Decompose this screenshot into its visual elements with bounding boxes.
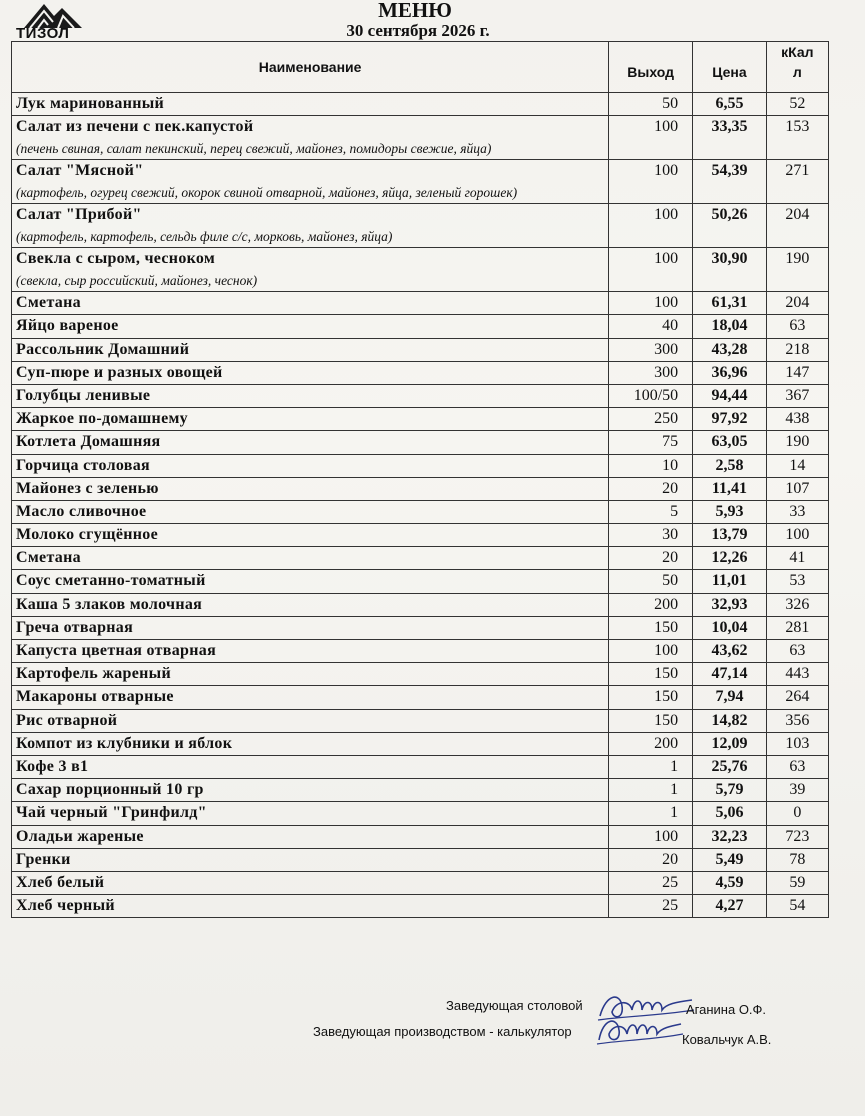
dish-name: Рис отварной <box>16 711 118 729</box>
price-cell: 32,93 <box>693 593 767 616</box>
kcal-cell: 443 <box>766 663 828 686</box>
kcal-cell: 367 <box>766 384 828 407</box>
table-row <box>12 93 829 116</box>
column-header-name: Наименование <box>12 42 609 93</box>
output-cell: 25 <box>609 895 693 918</box>
dish-cell <box>12 338 609 361</box>
table-row <box>12 524 829 547</box>
output-cell: 200 <box>609 732 693 755</box>
dish-cell <box>12 384 609 407</box>
dish-cell <box>12 802 609 825</box>
dish-name: Чай черный "Гринфилд" <box>16 804 207 822</box>
price-cell: 33,35 <box>693 116 767 160</box>
dish-cell <box>12 454 609 477</box>
signature-name: Ковальчук А.В. <box>682 1032 772 1047</box>
output-cell: 10 <box>609 454 693 477</box>
kcal-cell: 190 <box>766 431 828 454</box>
table-row <box>12 871 829 894</box>
logo-text: ТИЗОЛ <box>16 25 70 42</box>
price-cell: 47,14 <box>693 663 767 686</box>
dish-ingredients: (свекла, сыр российский, майонез, чеснок) <box>16 273 258 289</box>
price-cell: 12,09 <box>693 732 767 755</box>
output-cell: 200 <box>609 593 693 616</box>
table-row <box>12 755 829 778</box>
signature-line-production-head <box>313 1024 772 1047</box>
dish-name: Молоко сгущённое <box>16 526 158 544</box>
dish-cell <box>12 593 609 616</box>
signature-name: Аганина О.Ф. <box>686 1002 767 1017</box>
dish-name: Салат "Прибой" <box>16 206 142 224</box>
kcal-cell: 63 <box>766 315 828 338</box>
dish-name: Свекла с сыром, чесноком <box>16 250 216 268</box>
kcal-cell: 326 <box>766 593 828 616</box>
output-cell: 75 <box>609 431 693 454</box>
dish-name: Хлеб черный <box>16 897 115 915</box>
price-cell: 11,41 <box>693 477 767 500</box>
price-cell: 2,58 <box>693 454 767 477</box>
dish-cell <box>12 895 609 918</box>
kcal-cell: 100 <box>766 524 828 547</box>
price-cell: 4,59 <box>693 871 767 894</box>
price-cell: 13,79 <box>693 524 767 547</box>
signature-label: Заведующая столовой <box>446 998 583 1013</box>
dish-name: Рассольник Домашний <box>16 340 190 358</box>
dish-cell <box>12 547 609 570</box>
table-row <box>12 663 829 686</box>
output-cell: 100 <box>609 640 693 663</box>
kcal-cell: 63 <box>766 755 828 778</box>
dish-cell <box>12 732 609 755</box>
dish-cell <box>12 361 609 384</box>
price-cell: 97,92 <box>693 408 767 431</box>
dish-name: Кофе 3 в1 <box>16 757 89 775</box>
kcal-cell: 204 <box>766 292 828 315</box>
dish-name: Майонез с зеленью <box>16 479 159 497</box>
kcal-cell: 107 <box>766 477 828 500</box>
company-logo <box>16 2 90 42</box>
column-header-kcal <box>766 42 828 93</box>
dish-cell <box>12 315 609 338</box>
dish-name: Греча отварная <box>16 618 134 636</box>
kcal-cell: 14 <box>766 454 828 477</box>
kcal-cell: 204 <box>766 204 828 248</box>
dish-cell <box>12 93 609 116</box>
output-cell: 25 <box>609 871 693 894</box>
dish-name: Салат из печени с пек.капустой <box>16 118 254 136</box>
output-cell: 150 <box>609 686 693 709</box>
output-cell: 50 <box>609 93 693 116</box>
dish-ingredients: (картофель, огурец свежий, окорок свиной отварной, майонез, яйца, зеленый горошек) <box>16 185 518 201</box>
output-cell: 250 <box>609 408 693 431</box>
price-cell: 14,82 <box>693 709 767 732</box>
dish-cell <box>12 779 609 802</box>
price-cell: 4,27 <box>693 895 767 918</box>
table-row <box>12 204 829 248</box>
dish-name: Компот из клубники и яблок <box>16 734 233 752</box>
kcal-cell: 264 <box>766 686 828 709</box>
price-cell: 63,05 <box>693 431 767 454</box>
dish-ingredients: (картофель, картофель, сельдь филе с/с, морковь, майонез, яйца) <box>16 229 393 245</box>
price-cell: 43,28 <box>693 338 767 361</box>
kcal-cell: 356 <box>766 709 828 732</box>
table-row <box>12 779 829 802</box>
output-cell: 1 <box>609 779 693 802</box>
table-row <box>12 686 829 709</box>
column-header-kcal-text: кКал л <box>781 44 814 80</box>
kcal-cell: 438 <box>766 408 828 431</box>
dish-cell <box>12 431 609 454</box>
kcal-cell: 39 <box>766 779 828 802</box>
dish-cell <box>12 570 609 593</box>
dish-cell <box>12 640 609 663</box>
table-row <box>12 431 829 454</box>
output-cell: 100 <box>609 248 693 292</box>
dish-cell <box>12 848 609 871</box>
dish-name: Картофель жареный <box>16 665 171 683</box>
output-cell: 100/50 <box>609 384 693 407</box>
dish-name: Котлета Домашняя <box>16 433 161 451</box>
dish-name: Сметана <box>16 549 81 567</box>
dish-cell <box>12 116 609 160</box>
price-cell: 5,79 <box>693 779 767 802</box>
price-cell: 18,04 <box>693 315 767 338</box>
table-row <box>12 338 829 361</box>
kcal-cell: 723 <box>766 825 828 848</box>
price-cell: 94,44 <box>693 384 767 407</box>
output-cell: 20 <box>609 848 693 871</box>
table-row <box>12 732 829 755</box>
table-row <box>12 116 829 160</box>
kcal-cell: 52 <box>766 93 828 116</box>
price-cell: 5,06 <box>693 802 767 825</box>
table-header-row <box>12 42 829 93</box>
dish-name: Гренки <box>16 850 71 868</box>
table-row <box>12 248 829 292</box>
price-cell: 25,76 <box>693 755 767 778</box>
table-row <box>12 477 829 500</box>
table-row <box>12 292 829 315</box>
price-cell: 61,31 <box>693 292 767 315</box>
output-cell: 300 <box>609 361 693 384</box>
column-header-output: Выход <box>609 42 693 93</box>
price-cell: 10,04 <box>693 616 767 639</box>
table-row <box>12 709 829 732</box>
dish-cell <box>12 616 609 639</box>
table-row <box>12 848 829 871</box>
dish-name: Яйцо вареное <box>16 317 119 335</box>
price-cell: 11,01 <box>693 570 767 593</box>
output-cell: 100 <box>609 825 693 848</box>
output-cell: 50 <box>609 570 693 593</box>
kcal-cell: 53 <box>766 570 828 593</box>
dish-name: Соус сметанно-томатный <box>16 572 206 590</box>
dish-ingredients: (печень свиная, салат пекинский, перец свежий, майонез, помидоры свежие, яйца) <box>16 141 492 157</box>
dish-name: Оладьи жареные <box>16 827 144 845</box>
table-row <box>12 384 829 407</box>
dish-cell <box>12 686 609 709</box>
dish-cell <box>12 292 609 315</box>
handwritten-signature-icon <box>595 1012 685 1046</box>
output-cell: 20 <box>609 547 693 570</box>
document-title: МЕНЮ <box>378 0 452 22</box>
dish-cell <box>12 248 609 292</box>
dish-cell <box>12 755 609 778</box>
dish-cell <box>12 871 609 894</box>
table-row <box>12 454 829 477</box>
dish-cell <box>12 500 609 523</box>
signature-line-canteen-head <box>446 998 767 1017</box>
menu-table-body <box>12 93 829 918</box>
dish-name: Салат "Мясной" <box>16 162 144 180</box>
table-row <box>12 825 829 848</box>
dish-name: Лук маринованный <box>16 95 165 112</box>
dish-name: Каша 5 злаков молочная <box>16 595 203 613</box>
kcal-cell: 78 <box>766 848 828 871</box>
kcal-cell: 103 <box>766 732 828 755</box>
price-cell: 7,94 <box>693 686 767 709</box>
table-row <box>12 408 829 431</box>
dish-name: Голубцы ленивые <box>16 386 151 404</box>
table-row <box>12 895 829 918</box>
dish-cell <box>12 408 609 431</box>
dish-name: Масло сливочное <box>16 502 147 520</box>
table-row <box>12 547 829 570</box>
kcal-cell: 54 <box>766 895 828 918</box>
kcal-cell: 218 <box>766 338 828 361</box>
dish-name: Суп-пюре и разных овощей <box>16 363 223 381</box>
price-cell: 32,23 <box>693 825 767 848</box>
signature-label: Заведующая производством - калькулятор <box>313 1024 572 1039</box>
output-cell: 20 <box>609 477 693 500</box>
table-row <box>12 570 829 593</box>
dish-cell <box>12 160 609 204</box>
dish-cell <box>12 477 609 500</box>
table-row <box>12 802 829 825</box>
table-row <box>12 616 829 639</box>
price-cell: 43,62 <box>693 640 767 663</box>
price-cell: 5,49 <box>693 848 767 871</box>
output-cell: 30 <box>609 524 693 547</box>
dish-cell <box>12 663 609 686</box>
table-row <box>12 160 829 204</box>
dish-name: Капуста цветная отварная <box>16 642 217 659</box>
table-row <box>12 640 829 663</box>
output-cell: 150 <box>609 616 693 639</box>
dish-cell <box>12 204 609 248</box>
price-cell: 12,26 <box>693 547 767 570</box>
dish-cell <box>12 709 609 732</box>
output-cell: 100 <box>609 204 693 248</box>
kcal-cell: 63 <box>766 640 828 663</box>
dish-name: Хлеб белый <box>16 873 105 891</box>
menu-table <box>11 41 829 918</box>
output-cell: 1 <box>609 802 693 825</box>
output-cell: 100 <box>609 292 693 315</box>
column-header-price: Цена <box>693 42 767 93</box>
dish-cell <box>12 825 609 848</box>
dish-cell <box>12 524 609 547</box>
output-cell: 150 <box>609 663 693 686</box>
table-row <box>12 315 829 338</box>
kcal-cell: 59 <box>766 871 828 894</box>
kcal-cell: 153 <box>766 116 828 160</box>
kcal-cell: 271 <box>766 160 828 204</box>
output-cell: 100 <box>609 116 693 160</box>
document-date: 30 сентября 2026 г. <box>346 21 490 40</box>
dish-name: Макароны отварные <box>16 688 174 706</box>
output-cell: 40 <box>609 315 693 338</box>
output-cell: 100 <box>609 160 693 204</box>
price-cell: 36,96 <box>693 361 767 384</box>
dish-name: Сметана <box>16 294 81 312</box>
dish-name: Горчица столовая <box>16 456 150 474</box>
kcal-cell: 147 <box>766 361 828 384</box>
price-cell: 5,93 <box>693 500 767 523</box>
kcal-cell: 33 <box>766 500 828 523</box>
table-row <box>12 593 829 616</box>
table-row <box>12 361 829 384</box>
output-cell: 150 <box>609 709 693 732</box>
output-cell: 300 <box>609 338 693 361</box>
output-cell: 1 <box>609 755 693 778</box>
dish-name: Жаркое по-домашнему <box>16 410 188 428</box>
dish-name: Сахар порционный 10 гр <box>16 781 204 799</box>
kcal-cell: 0 <box>766 802 828 825</box>
price-cell: 54,39 <box>693 160 767 204</box>
kcal-cell: 281 <box>766 616 828 639</box>
price-cell: 50,26 <box>693 204 767 248</box>
kcal-cell: 41 <box>766 547 828 570</box>
output-cell: 5 <box>609 500 693 523</box>
price-cell: 6,55 <box>693 93 767 116</box>
kcal-cell: 190 <box>766 248 828 292</box>
table-row <box>12 500 829 523</box>
price-cell: 30,90 <box>693 248 767 292</box>
